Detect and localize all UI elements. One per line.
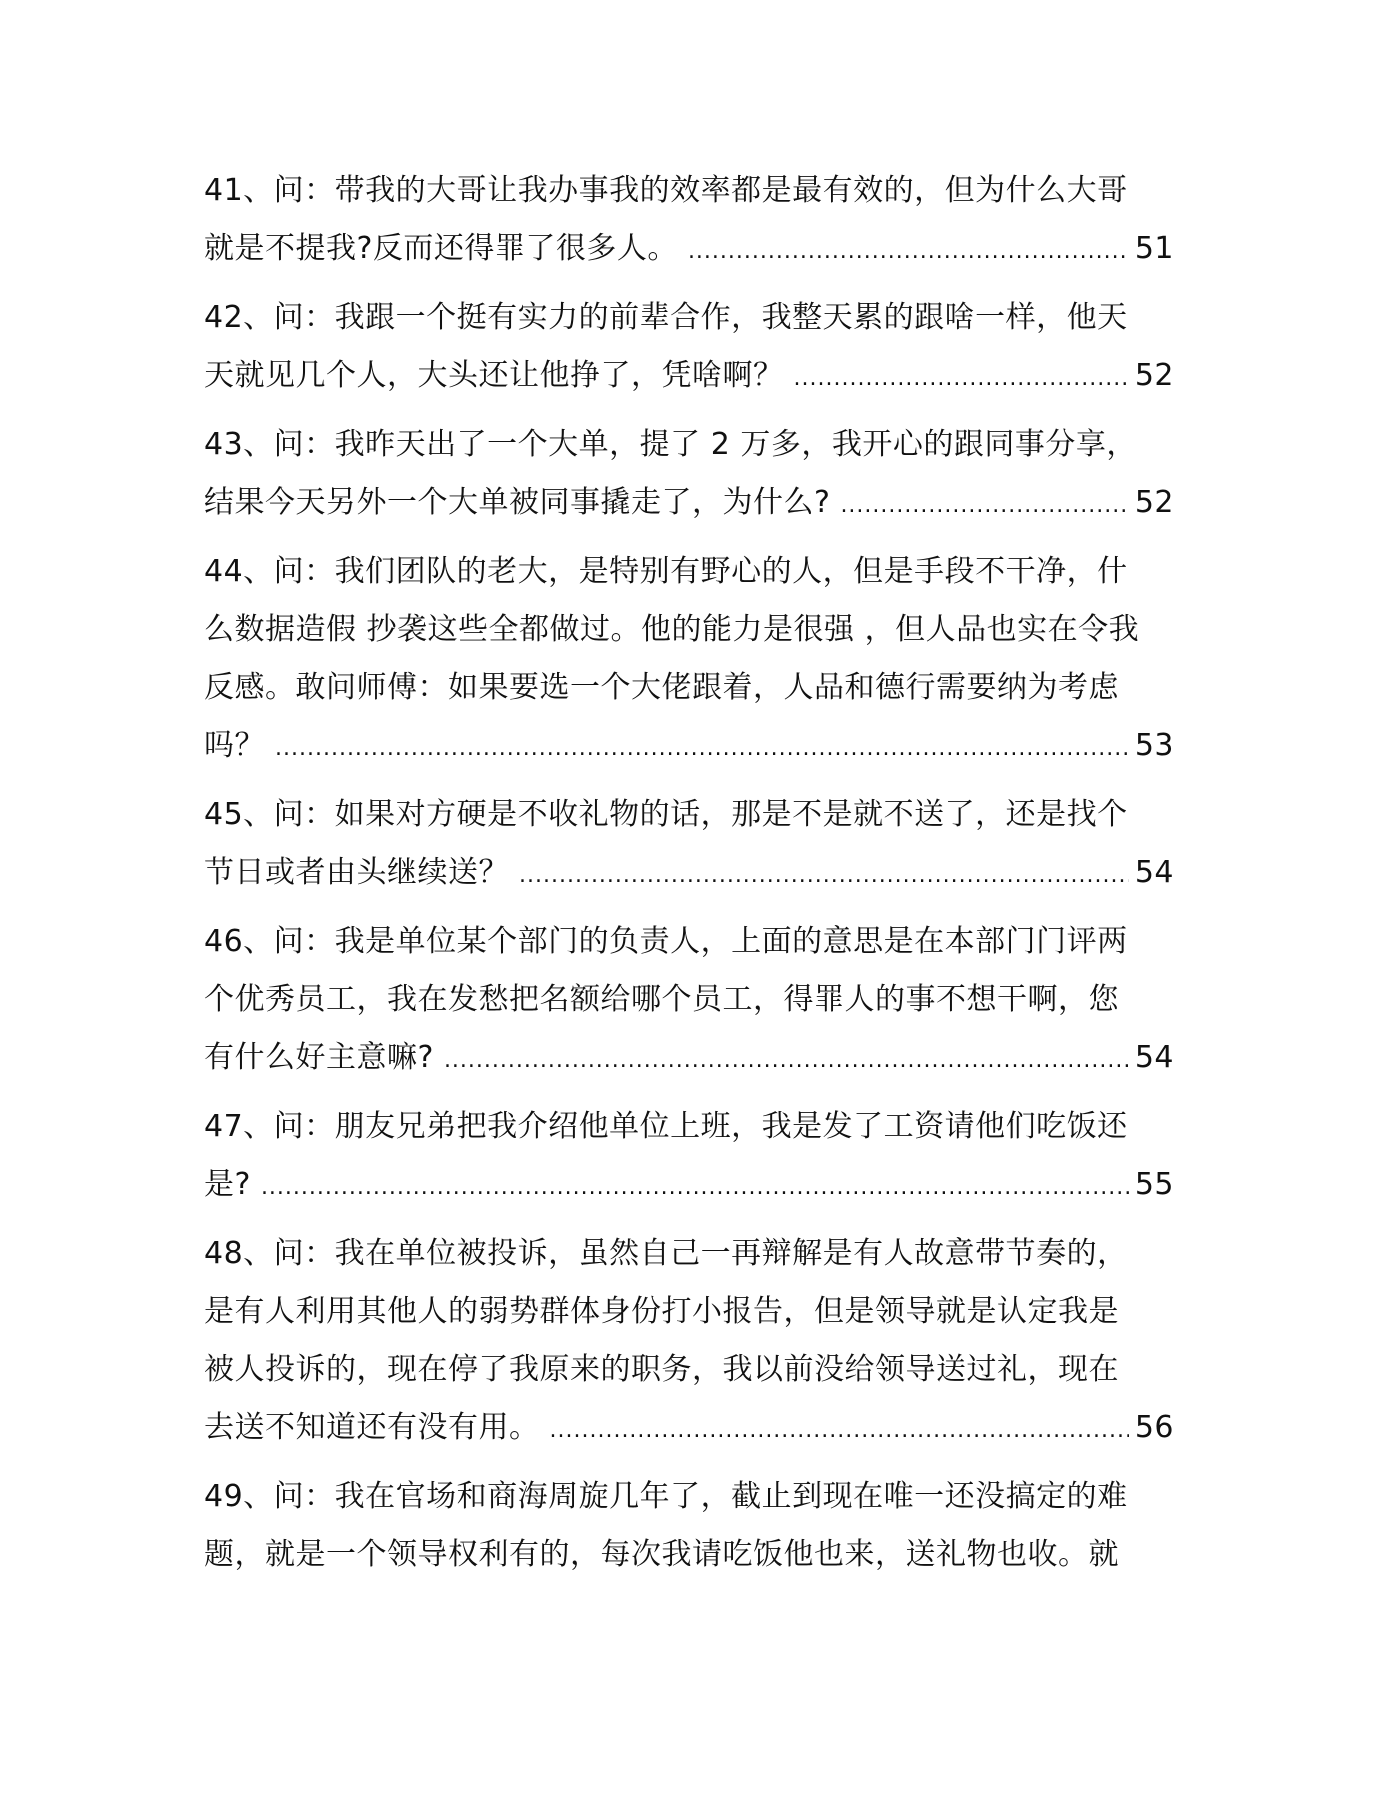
dot-leader <box>261 1156 1129 1217</box>
toc-entry-43[interactable] <box>204 416 1174 535</box>
toc-entry-text: 个优秀员工，我在发愁把名额给哪个员工，得罪人的事不想干啊，您 <box>204 982 1119 1017</box>
toc-entry-text: 天就见几个人，大头还让他挣了，凭啥啊？ <box>204 358 784 393</box>
toc-entry-41[interactable] <box>204 162 1174 281</box>
dot-leader <box>794 347 1129 408</box>
toc-page-number: 53 <box>1134 728 1174 763</box>
dot-leader <box>550 1399 1129 1460</box>
table-of-contents <box>204 162 1174 1592</box>
dot-leader <box>444 1029 1129 1090</box>
toc-entry-48[interactable] <box>204 1225 1174 1460</box>
toc-entry-text: 是? <box>204 1167 251 1202</box>
toc-entry-text: 46、问：我是单位某个部门的负责人，上面的意思是在本部门门评两 <box>204 924 1128 959</box>
toc-entry-text: 41、问：带我的大哥让我办事我的效率都是最有效的，但为什么大哥 <box>204 173 1128 208</box>
dot-leader <box>519 844 1129 905</box>
toc-entry-text: 44、问：我们团队的老大，是特别有野心的人，但是手段不干净，什 <box>204 554 1128 589</box>
toc-entry-46[interactable] <box>204 913 1174 1090</box>
dot-leader <box>840 474 1128 535</box>
toc-entry-text: 结果今天另外一个大单被同事撬走了，为什么? <box>204 485 831 520</box>
dot-leader <box>275 717 1129 778</box>
toc-entry-text: 48、问：我在单位被投诉，虽然自己一再辩解是有人故意带节奏的， <box>204 1236 1128 1271</box>
toc-entry-text: 有什么好主意嘛? <box>204 1040 434 1075</box>
toc-entry-text: 吗？ <box>204 728 265 763</box>
toc-entry-last-line <box>204 717 1174 778</box>
toc-entry-last-line <box>204 1156 1174 1217</box>
toc-entry-text: 43、问：我昨天出了一个大单，提了 2 万多，我开心的跟同事分享， <box>204 427 1137 462</box>
toc-entry-42[interactable] <box>204 289 1174 408</box>
toc-entry-text: 47、问：朋友兄弟把我介绍他单位上班，我是发了工资请他们吃饭还 <box>204 1109 1128 1144</box>
toc-entry-last-line <box>204 347 1174 408</box>
toc-entry-text: 被人投诉的，现在停了我原来的职务，我以前没给领导送过礼，现在 <box>204 1352 1119 1387</box>
toc-entry-text: 是有人利用其他人的弱势群体身份打小报告，但是领导就是认定我是 <box>204 1294 1119 1329</box>
toc-entry-text: 么数据造假 抄袭这些全都做过。他的能力是很强 ，但人品也实在令我 <box>204 612 1140 647</box>
toc-entry-49[interactable] <box>204 1468 1174 1584</box>
toc-entry-text: 42、问：我跟一个挺有实力的前辈合作，我整天累的跟啥一样，他天 <box>204 300 1128 335</box>
toc-page-number: 54 <box>1134 1040 1174 1075</box>
toc-entry-text: 就是不提我?反而还得罪了很多人。 <box>204 231 678 266</box>
toc-entry-text: 49、问：我在官场和商海周旋几年了，截止到现在唯一还没搞定的难 <box>204 1479 1128 1514</box>
toc-entry-45[interactable] <box>204 786 1174 905</box>
toc-entry-47[interactable] <box>204 1098 1174 1217</box>
toc-entry-last-line <box>204 1399 1174 1460</box>
toc-entry-last-line <box>204 844 1174 905</box>
dot-leader <box>688 220 1129 281</box>
toc-entry-text: 节日或者由头继续送？ <box>204 855 509 890</box>
toc-entry-text: 题，就是一个领导权利有的，每次我请吃饭他也来，送礼物也收。就 <box>204 1537 1119 1572</box>
toc-page-number: 56 <box>1134 1410 1174 1445</box>
toc-page-number: 52 <box>1134 485 1174 520</box>
toc-entry-44[interactable] <box>204 543 1174 778</box>
toc-entry-text: 去送不知道还有没有用。 <box>204 1410 540 1445</box>
toc-page-number: 54 <box>1134 855 1174 890</box>
toc-entry-last-line <box>204 220 1174 281</box>
toc-page-number: 52 <box>1134 358 1174 393</box>
toc-entry-last-line <box>204 474 1174 535</box>
toc-entry-text: 45、问：如果对方硬是不收礼物的话，那是不是就不送了，还是找个 <box>204 797 1128 832</box>
toc-entry-text: 反感。敢问师傅：如果要选一个大佬跟着，人品和德行需要纳为考虑 <box>204 670 1119 705</box>
toc-page-number: 55 <box>1134 1167 1174 1202</box>
toc-page-number: 51 <box>1134 231 1174 266</box>
toc-entry-last-line <box>204 1029 1174 1090</box>
